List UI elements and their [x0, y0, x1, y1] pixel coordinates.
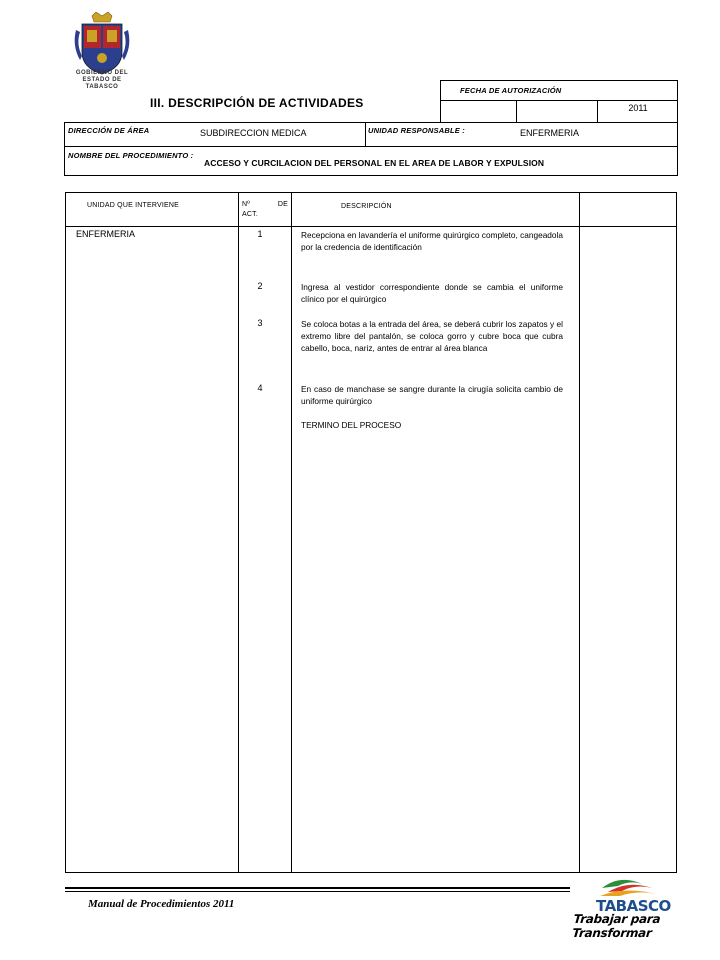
seal-text: GOBIERNO DEL ESTADO DE TABASCO [75, 70, 129, 90]
fecha-divider [516, 100, 517, 123]
column-header-descripcion: DESCRIPCIÓN [341, 203, 392, 210]
unidad-label: UNIDAD RESPONSABLE : [368, 126, 465, 135]
column-header-num [242, 200, 288, 220]
step-description: Recepciona en lavandería el uniforme quirúrgico completo, cangeadola por la credencia de identificación [301, 230, 563, 252]
column-divider [238, 192, 239, 873]
direccion-label: DIRECCIÓN DE ÁREA [68, 126, 150, 135]
column-header-num-c: ACT. [242, 211, 258, 218]
column-header-num-a: Nº [242, 201, 251, 208]
fecha-year: 2011 [628, 103, 648, 113]
fecha-label: FECHA DE AUTORIZACIÓN [460, 86, 562, 95]
step-description: Ingresa al vestidor correspondiente donde se cambia el uniforme clínico por el quirúrgico [301, 282, 563, 304]
footer-rule [65, 887, 570, 889]
step-number: 2 [257, 281, 263, 291]
header-divider [65, 226, 677, 227]
footer-rule [65, 891, 570, 892]
procedimiento-label: NOMBRE DEL PROCEDIMIENTO : [68, 151, 194, 160]
end-of-process: TERMINO DEL PROCESO [301, 420, 402, 430]
direccion-divider [365, 122, 366, 147]
step-number: 1 [257, 229, 263, 239]
direccion-value: SUBDIRECCION MEDICA [200, 128, 307, 138]
step-description: En caso de manchase se sangre durante la cirugía solicita cambio de uniforme quirúrgico [301, 384, 563, 406]
step-description: Se coloca botas a la entrada del área, se deberá cubrir los zapatos y el extremo libre del pantalón, se coloca gorro y cubre boca que cubra cabello, boca, nariz, antes de entrar al área blanca [301, 319, 563, 353]
step-number: 3 [257, 318, 263, 328]
logo-slogan: Trabajar para Transformar [571, 912, 661, 940]
footer-manual-title: Manual de Procedimientos 2011 [88, 898, 235, 910]
column-divider [291, 192, 292, 873]
column-header-unidad: UNIDAD QUE INTERVIENE [87, 202, 179, 209]
column-divider [579, 192, 580, 873]
section-title: III. DESCRIPCIÓN DE ACTIVIDADES [150, 96, 364, 110]
procedimiento-value: ACCESO Y CURCILACION DEL PERSONAL EN EL AREA DE LABOR Y EXPULSION [204, 158, 545, 168]
column-header-num-b: DE [277, 201, 288, 208]
logo-name: TABASCO [596, 897, 671, 915]
unidad-value: ENFERMERIA [520, 128, 580, 138]
step-number: 4 [257, 383, 263, 393]
unit-cell: ENFERMERIA [76, 229, 136, 239]
